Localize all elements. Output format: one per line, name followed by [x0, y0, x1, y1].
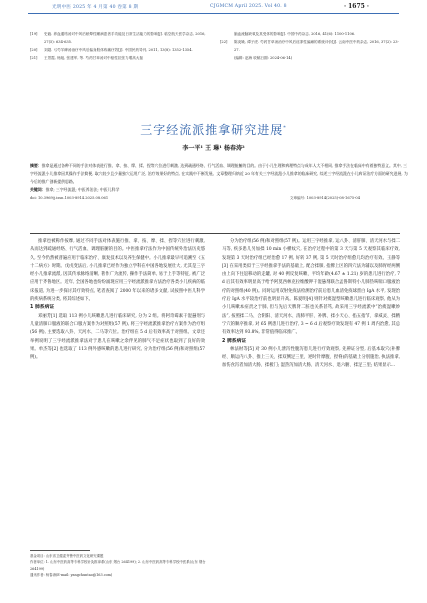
meta-row — [30, 194, 360, 202]
reference-number: [20] — [30, 48, 38, 52]
article-title — [0, 121, 427, 138]
abstract-label: 摘要： — [30, 163, 42, 168]
reference-item — [30, 46, 210, 54]
reference-text: 王景霞, 杨旭, 张建军, 等. 芍药甘草汤对中枢性抗张力增高大鼠 — [44, 56, 143, 60]
abstract — [30, 162, 410, 186]
reference-item — [220, 54, 400, 62]
reference-text: 陈炎娥, 谭子虎. 芍药甘草汤治疗中风后痉挛性偏瘫的系统评价[J]. 云南中医中药杂志, 2016, 37(2): 23-27. — [234, 40, 399, 52]
keywords-text: 推拿; 三字经流派; 中医养治法; 中医儿科学 — [45, 187, 120, 192]
reference-number — [220, 30, 234, 38]
body-paragraph: 分为治疗组(56 例)和对照组(57 例)。运用三字经推拿, 运八卦、清肝肺、清天河水与揉二马等, 疾多患儿另加揉 10 min 小横纹穴, 在治疗过程中的第 3 天与第 5 天观察其临床疗效, 发现第 3 天时治疗组已经治愈 17 例, 好转 37 例, 第 5 天时治疗组愈几均治疗有效。王静等[3] 在采用类似于三字经推拿手法的基础上, 配合揉肺, 指脾上区的四穴法为辅以及肺胃经两侧由上向下往返移动的走罐, 对 40 例反复咳嗽、平均年龄(4.67 ± 1.21) 岁的患儿进行治疗, 7 d 后其有效率明显高于给予阿莫西林克拉维酸钾干混悬剂联合孟鲁斯特小儿肺热咳喘口服液治疗的对照组(40 例)。同时运用双射免疫法检测治疗前后患儿血清免疫球蛋白 IgA 水平, 发现治疗后 IgA 水平较治疗前也明显升高。陈爱明[4] 则针对痰湿型咳嗽患儿进行临床观察, 他从为小儿咳嗽本症责之于肺, 但与先后天脾肾二脏也关系甚笃, 故采用三字经流派中“治痰湿嗽妙法”, 按照揉二马、合阴阳、清天河水、清肺平肝、补脾、揉小天心、掐五指节、拿威灵、揉精宁穴的顺序推拿, 对 65 例患儿进行治疗, 3 ~ 6 d 后观察疗效发现有 47 例 1 周内治愈, 其总有效率达到 93.8%, 非常值得临床推广。 — [222, 239, 400, 336]
abstract-block — [30, 162, 410, 202]
article-number: 文章编号: 1003-8914(2025)-08-1675-04 — [289, 196, 360, 200]
authors: 李一平¹ 王 琳¹ 杨春涛² — [182, 145, 245, 152]
body-right-column — [222, 238, 400, 596]
body-left-column — [30, 238, 205, 546]
footnotes — [30, 553, 208, 579]
page-number: · 1675 · — [343, 3, 369, 10]
reference-item — [30, 30, 210, 46]
reference-text: (编辑: 赵海 收稿日期: 2024-06-14) — [234, 56, 293, 60]
reference-number — [220, 54, 234, 62]
reference-text: 刘超. 弓芍羊碑汤治疗中风后偏身肢体疼痛疗效[J]. 中国民药导刊, 2011, 13(8): 1352-1354. — [44, 48, 193, 52]
reference-item — [220, 38, 400, 54]
abstract-text: 推拿是通过各种不同的手法对体表进行推、拿、按、摩、揉、捏等穴位进行刺激, 达到疏通经络、行气活血、调理脏腑的目的。由于小儿生理和病理特点与成年人大不相同, 推拿手法在临床中有着独特意义。其中, 三字经流派小儿推拿因其操作手法简便, 取穴较少且少量独穴运用广泛, 治疗效果好的特点, 在实践中不断发展。文章整理归纳近 20 年有关三字经流派小儿推拿的临床研究, 综述三字经流派在小儿病证治疗方面的研究进展, 为今后的推广创新提供思路。 — [30, 163, 408, 184]
footnote-divider — [30, 550, 90, 551]
reference-number: [21] — [30, 56, 38, 60]
journal-cn: 光明中医 2025 年 4 月第 40 卷第 8 期 — [52, 5, 139, 10]
header-divider — [28, 13, 399, 14]
abstract-divider — [30, 233, 400, 234]
doi: doi: 10.3969/j.issn.1003-8914.2025.08.061 — [30, 196, 109, 200]
keywords-label: 关键词： — [30, 187, 46, 192]
references-right — [220, 30, 400, 62]
body-paragraph: 邓丽芳[1] 选取 113 例小儿咳嗽患儿进行临床研究, 分为 2 组。将阿奇霉素干混悬剂与儿童清肺口服液的联合口服方案作为对照组(57 例), 将三字经流派推拿治疗方案作为治疗组(56 例), 主要选取八卦、天河水、二马等穴位。治疗组在 5 d 后有效率高于对照组。文章还举例说明了三字经流派推拿法对于患儿在咳嗽之余伴见的肺气不足症状也取到了良好的效果。单杰等[2] 也选取了 113 例外感咳嗽的患儿进行研究, 分为治疗组(56 例)和对照组(57 例)。 — [30, 313, 205, 361]
footnote-item: 作者单位: 1. 山东中医药高等专科学校针灸推拿系(山东 烟台 264199); 2. 山东中医药高等专科学校中医系(山东 烟台 264199) — [30, 560, 206, 571]
reference-text: 史毅. 养血通络汤对中风后眩晕性睡病患者手功能及日常生活能力的影响[J]. 临空航天医学杂志, 2016, 27(5): 634-635. — [44, 32, 206, 44]
body-paragraph: 推拿也被称作按摩, 通过不同手法对体表施行推、拿、按、摩、揉、捏等穴位进行刺激, 从而达到疏通经络、行气活血、调理脏腑的目的。中医推拿疗法作为中国传统外治法历史悠久, 至今仍然被普遍应用于临床治疗、康复技术以及养生保健中。小儿推拿最早可追溯至《五十二病方》时期。戊戌变法后, 小儿推拿已经作为独立学科在中国各地发展壮大, 尤其是三字经小儿推拿流派, 因其传承脉络清晰, 著作广为流传, 操作手法简单, 易于上手等特征, 被广泛应用于齐鲁地区。近年, 全国各地也纷纷涌现应用三字经流派推拿方法治疗各类小儿疾病的临床报道, 为进一步探讨其疗效特点, 笔者查阅了 2000 年以来的诸多文献, 试按照中医儿科学的疾病系统分类, 将其综述如下。 — [30, 239, 205, 303]
section-heading: 2 脾系病证 — [222, 338, 247, 344]
title-mark: * — [283, 125, 287, 131]
references-left — [30, 30, 210, 62]
reference-item — [30, 54, 210, 62]
footnote-item: 通讯作者: 杨春涛(E-mail: yangchuntao@163.com) — [30, 573, 113, 578]
reference-number: [19] — [30, 32, 38, 36]
keywords — [30, 186, 410, 194]
page-header — [0, 0, 427, 16]
section-heading: 1 肺系病证 — [30, 305, 55, 311]
footnote-item: 基金项目: 山东省卫健委齐鲁中医药文化研究课题 — [30, 554, 104, 558]
reference-number: [22] — [220, 40, 228, 44]
body-paragraph: 林法财等[5] 对 30 例小儿泄泻性腹泻患儿进行疗效观察, 先辨证分型, 后基本取穴(补脾经、顺运内八卦、推上三关、揉双侧足三里、逆时针摩腹、捏脊)的基础上分别施治, 执法推拿, 加伤食泻者加清大肠、揉板门; 湿热泻加清大肠、清天河水、退六腑、揉足三里; 结果显示... — [222, 346, 400, 369]
reference-text: 脑血流脑缺氧及其受体的影响[J]. 中国中药杂志, 2016, 41(6): 1100-1106. — [234, 32, 356, 36]
title-text: 三字经流派推拿研究进展 — [140, 123, 284, 137]
journal-en: CJGMCM April 2025. Vol 40. 8 — [210, 4, 287, 9]
reference-item — [220, 30, 400, 38]
